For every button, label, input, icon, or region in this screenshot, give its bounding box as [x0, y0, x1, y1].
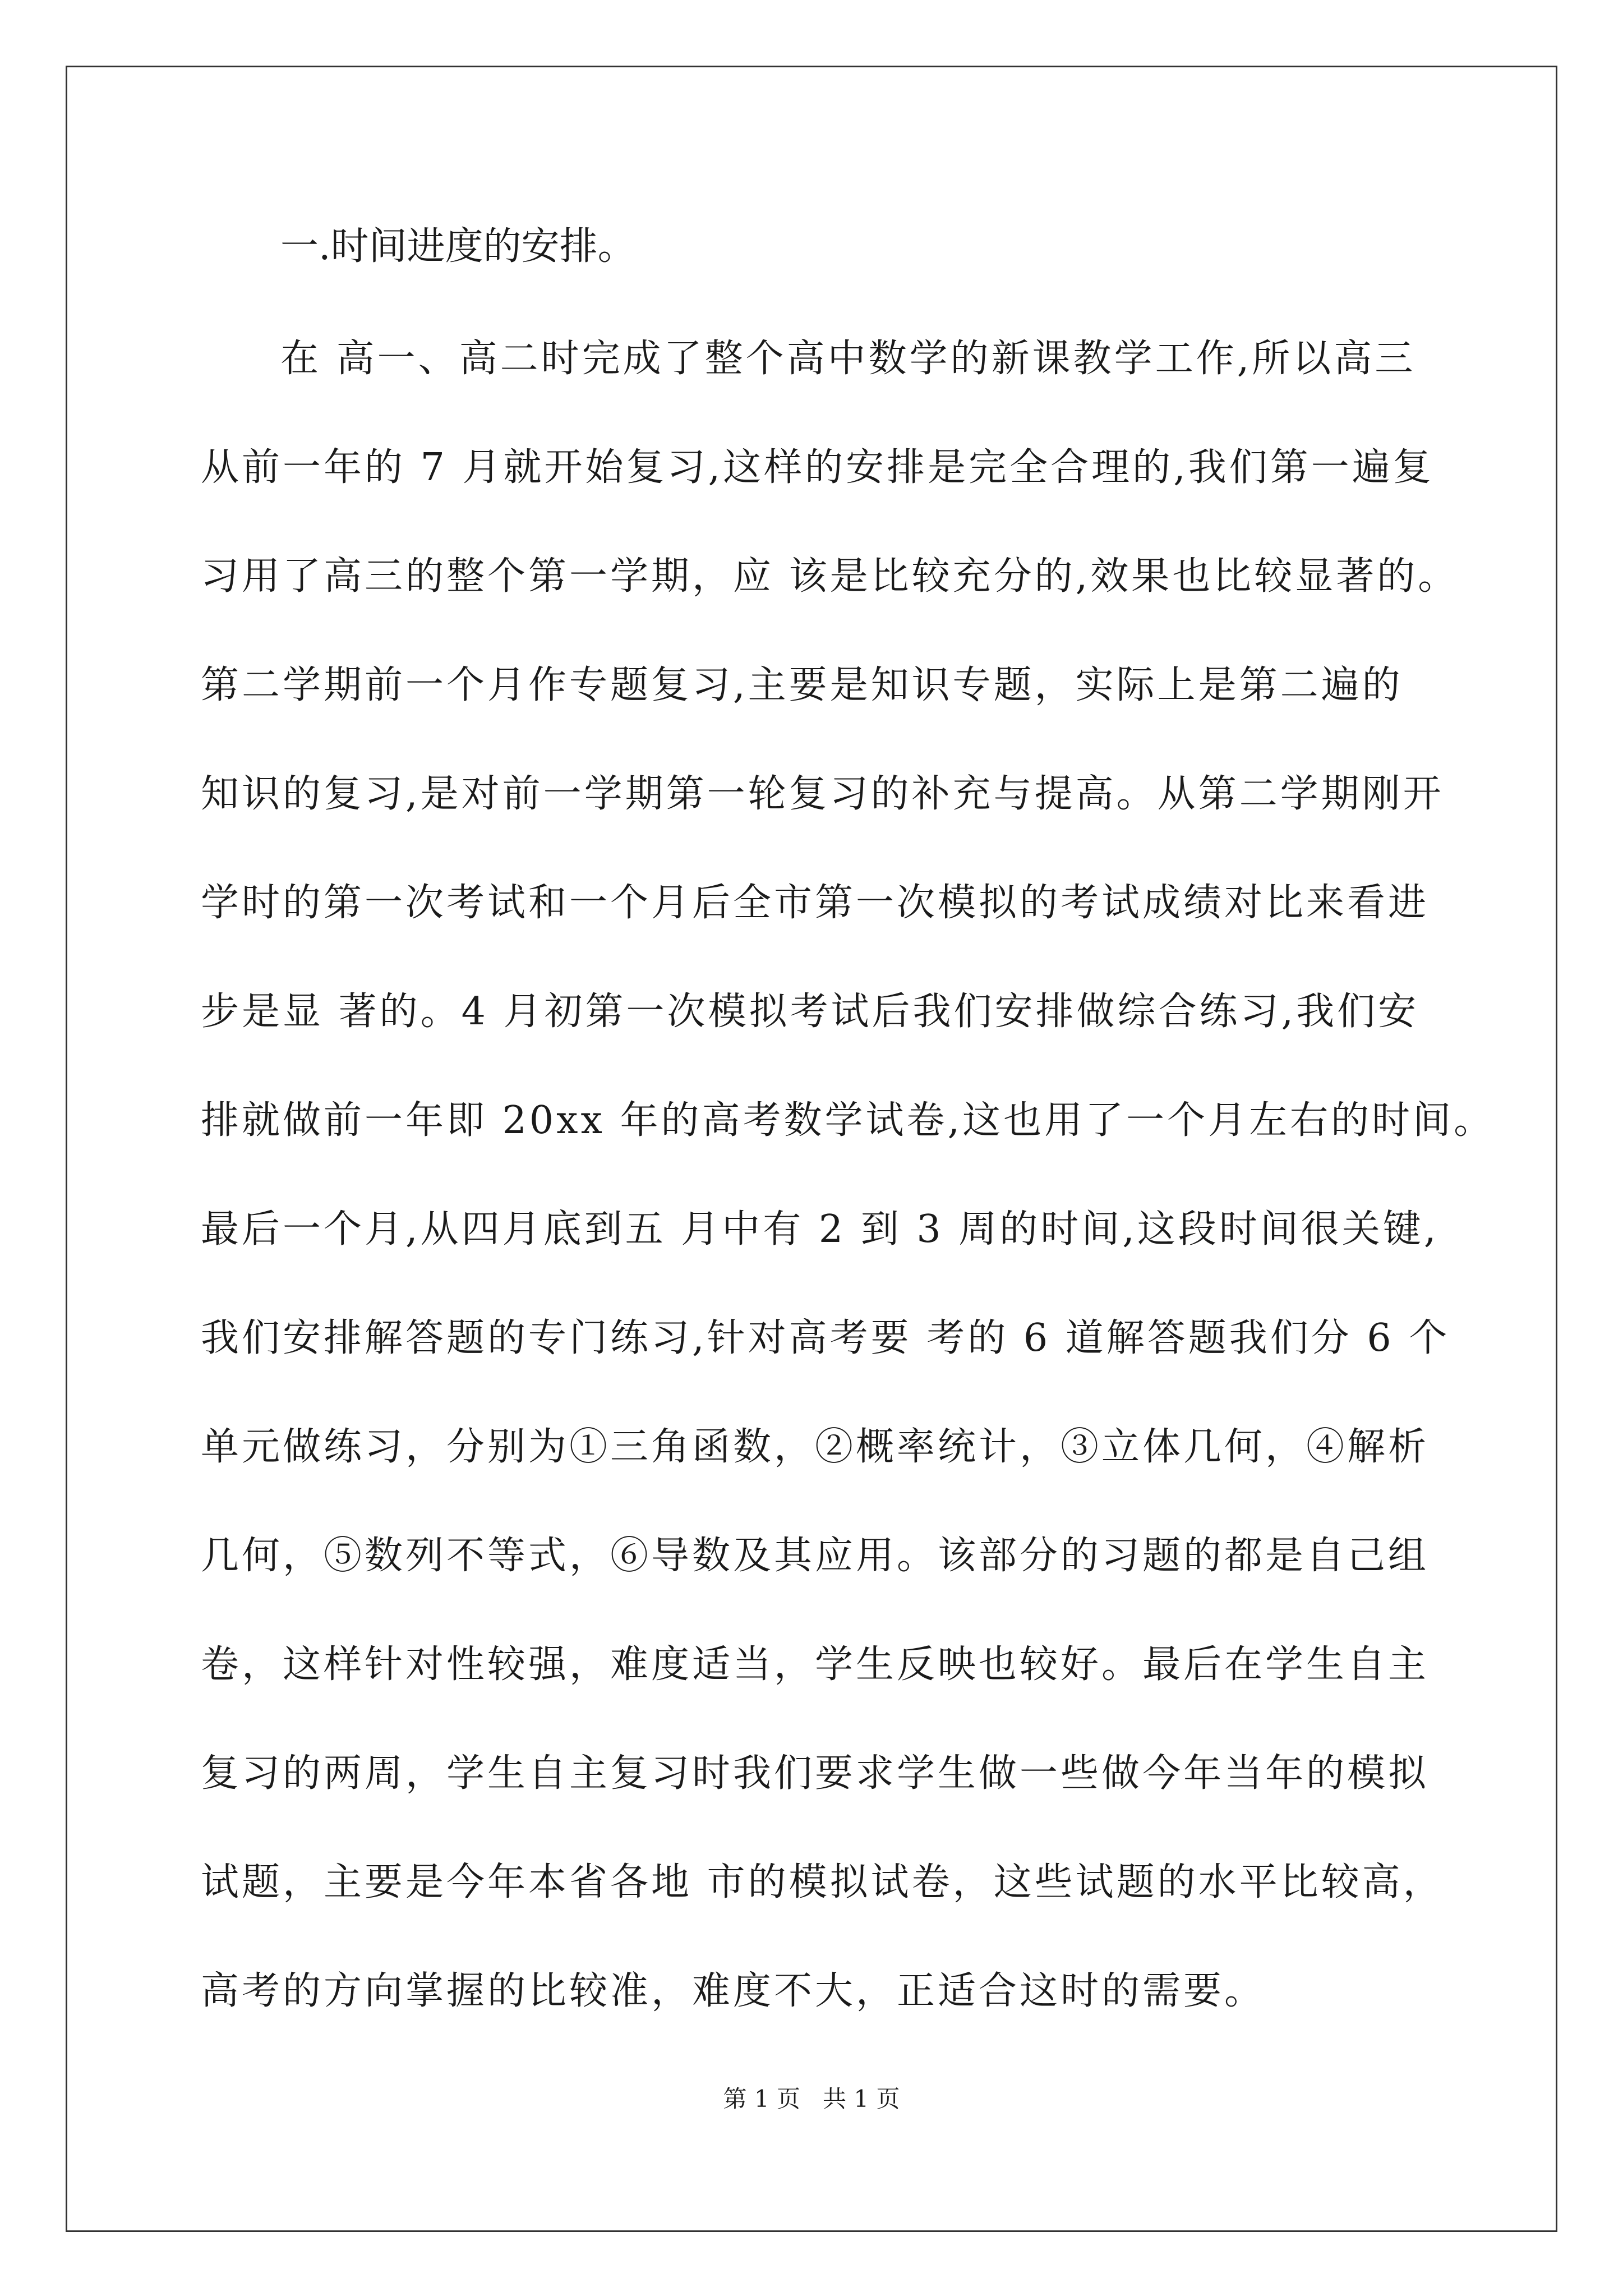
paragraph-line: 最后一个月,从四月底到五 月中有 2 到 3 周的时间,这段时间很关键, — [201, 1207, 1439, 1251]
paragraph-line: 单元做练习，分别为①三角函数，②概率统计，③立体几何，④解析 — [201, 1425, 1430, 1469]
paragraph-line: 知识的复习,是对前一学期第一轮复习的补充与提高。从第二学期刚开 — [201, 772, 1444, 816]
section-heading: 一.时间进度的安排。 — [280, 224, 636, 269]
paragraph-line: 第二学期前一个月作专题复习,主要是知识专题，实际上是第二遍的 — [201, 663, 1403, 707]
paragraph-line: 试题，主要是今年本省各地 市的模拟试卷，这些试题的水平比较高， — [201, 1860, 1444, 1904]
paragraph-line: 卷，这样针对性较强，难度适当，学生反映也较好。最后在学生自主 — [201, 1642, 1430, 1687]
paragraph-line: 高考的方向掌握的比较准，难度不大，正适合这时的需要。 — [201, 1969, 1266, 2013]
paragraph-line: 在 高一、高二时完成了整个高中数学的新课教学工作,所以高三 — [280, 337, 1416, 381]
paragraph-line: 习用了高三的整个第一学期，应 该是比较充分的,效果也比较显著的。 — [201, 554, 1459, 599]
paragraph-line: 从前一年的 7 月就开始复习,这样的安排是完全合理的,我们第一遍复 — [201, 445, 1434, 490]
body-paragraph — [201, 325, 1495, 2067]
page-number-footer: 第 1 页 共 1 页 — [723, 2085, 900, 2113]
paragraph-line: 排就做前一年即 20xx 年的高考数学试卷,这也用了一个月左右的时间。 — [201, 1098, 1495, 1143]
paragraph-line: 复习的两周，学生自主复习时我们要求学生做一些做今年当年的模拟 — [201, 1751, 1430, 1796]
paragraph-line: 步是显 著的。4 月初第一次模拟考试后我们安排做综合练习,我们安 — [201, 990, 1419, 1034]
paragraph-line: 我们安排解答题的专门练习,针对高考要 考的 6 道解答题我们分 6 个 — [201, 1316, 1450, 1360]
paragraph-line: 几何，⑤数列不等式，⑥导数及其应用。该部分的习题的都是自己组 — [201, 1534, 1430, 1578]
paragraph-line: 学时的第一次考试和一个月后全市第一次模拟的考试成绩对比来看进 — [201, 881, 1430, 925]
